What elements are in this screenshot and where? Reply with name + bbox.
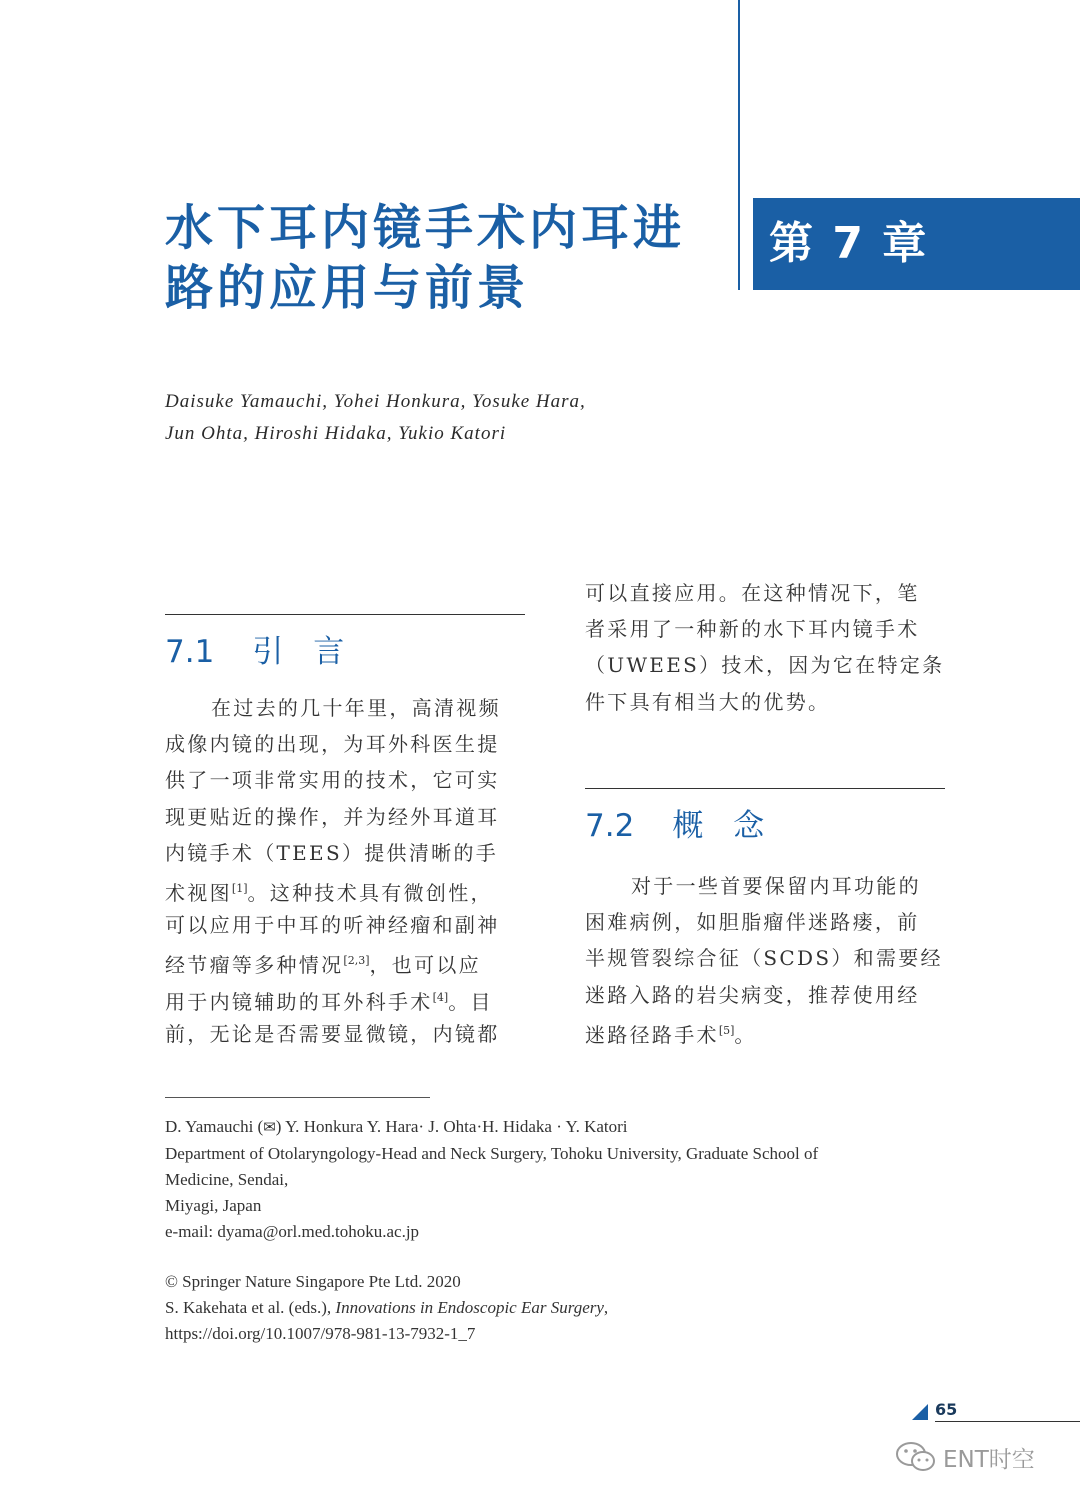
text-line: 半规管裂综合征（SCDS）和需要经 [585, 946, 943, 971]
chapter-title [165, 198, 735, 318]
copyright-line: © Springer Nature Singapore Pte Ltd. 2020 [165, 1272, 461, 1291]
text-line: 迷路入路的岩尖病变，推荐使用经 [585, 982, 920, 1007]
text-line: 困难病例，如胆脂瘤伴迷路瘘，前 [585, 910, 920, 935]
mail-icon: ✉ [263, 1120, 276, 1136]
author-footnote [165, 1114, 955, 1245]
page-marker-icon [912, 1404, 928, 1420]
text-line: 经节瘤等多种情况[2,3]，也可以应 [165, 953, 481, 978]
text-line: 可以直接应用。在这种情况下，笔 [585, 581, 920, 605]
citation-line: S. Kakehata et al. (eds.), Innovations in Endoscopic Ear Surgery, [165, 1298, 609, 1317]
section-7-1-body [165, 690, 527, 1052]
text-line: 术视图[1]。这种技术具有微创性， [165, 880, 493, 905]
author-email: e-mail: dyama@orl.med.tohoku.ac.jp [165, 1222, 420, 1241]
text-line: （UWEES）技术，因为它在特定条 [585, 653, 945, 678]
section-heading-7-2 [585, 800, 794, 845]
text-line: 者采用了一种新的水下耳内镜手术 [585, 617, 920, 642]
section-heading-7-1 [165, 626, 374, 671]
section-number: 7.2 [585, 808, 635, 844]
text-line: 用于内镜辅助的耳外科手术[4]。目 [165, 989, 493, 1014]
doi-link[interactable]: https://doi.org/10.1007/978-981-13-7932-1_7 [165, 1324, 476, 1343]
author-line: Daisuke Yamauchi, Yohei Honkura, Yosuke Hara, [165, 391, 586, 412]
affiliation-line: Department of Otolaryngology-Head and Neck Surgery, Tohoku University, Graduate School of [165, 1144, 819, 1163]
text-line: 前，无论是否需要显微镜，内镜都 [165, 1021, 500, 1046]
affiliation-line: Medicine, Sendai, [165, 1170, 289, 1189]
copyright-block [165, 1269, 865, 1347]
watermark-text: ENT时空 [943, 1446, 1035, 1473]
text-line: 件下具有相当大的优势。 [585, 689, 831, 714]
section-rule [165, 614, 525, 615]
author-list [165, 386, 685, 450]
text-line: 在过去的几十年里，高清视频 [211, 696, 501, 720]
citation-ref: [2,3] [343, 954, 370, 968]
affiliation-line: Miyagi, Japan [165, 1196, 262, 1215]
page-rule [935, 1421, 1080, 1422]
header-vertical-rule [738, 0, 740, 290]
citation-ref: [1] [231, 881, 248, 895]
chapter-title-line: 路的应用与前景 [165, 260, 530, 316]
section-name: 引言 [252, 634, 375, 670]
book-title: Innovations in Endoscopic Ear Surgery [335, 1298, 604, 1317]
section-7-2-body [585, 868, 947, 1049]
section-number: 7.1 [165, 634, 215, 670]
author-affiliation-names: D. Yamauchi (✉) Y. Honkura Y. Hara· J. Ohta·H. Hidaka · Y. Katori [165, 1114, 955, 1141]
chapter-label: 第 7 章 [753, 198, 1080, 290]
text-line: 供了一项非常实用的技术，它可实 [165, 768, 500, 793]
text-line: 现更贴近的操作，并为经外耳道耳 [165, 804, 500, 829]
chapter-title-line: 水下耳内镜手术内耳进 [165, 200, 686, 256]
footnote-rule [165, 1097, 430, 1098]
page-number: 65 [935, 1400, 958, 1419]
citation-ref: [4] [432, 990, 449, 1004]
author-line: Jun Ohta, Hiroshi Hidaka, Yukio Katori [165, 423, 507, 444]
citation-ref: [5] [718, 1023, 735, 1037]
section-rule [585, 788, 945, 789]
text-line: 对于一些首要保留内耳功能的 [631, 874, 921, 898]
text-line: 成像内镜的出现，为耳外科医生提 [165, 732, 500, 757]
section-name: 概念 [672, 808, 795, 844]
continuation-text [585, 575, 947, 720]
watermark [895, 1440, 1035, 1474]
text-line: 可以应用于中耳的听神经瘤和副神 [165, 913, 500, 938]
wechat-icon [895, 1440, 937, 1474]
text-line: 迷路径路手术[5]。 [585, 1022, 757, 1047]
text-line: 内镜手术（TEES）提供清晰的手 [165, 840, 499, 865]
